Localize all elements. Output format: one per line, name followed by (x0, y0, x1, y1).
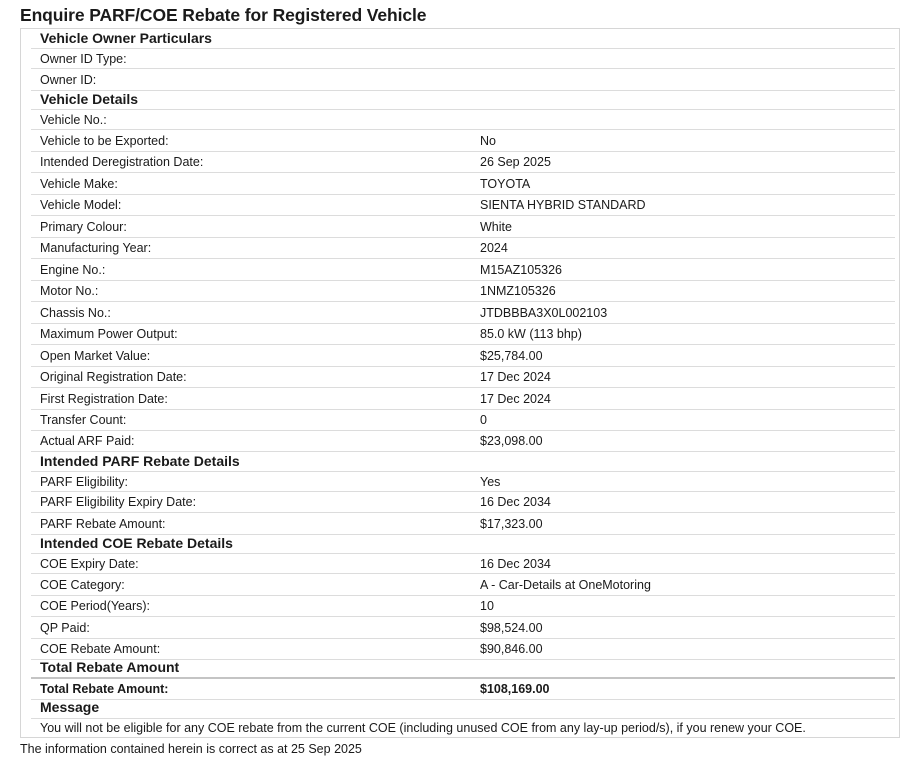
section-heading-vehicle: Vehicle Details (40, 91, 139, 107)
table-row (31, 618, 895, 639)
row-label: Vehicle Model: (40, 198, 122, 212)
table-row (31, 553, 895, 574)
row-label: Total Rebate Amount: (40, 682, 169, 696)
row-value: A - Car-Details at OneMotoring (480, 578, 651, 592)
row-value: $90,846.00 (480, 642, 543, 656)
row-value: JTDBBBA3X0L002103 (480, 306, 608, 320)
row-label: PARF Eligibility Expiry Date: (40, 495, 197, 509)
table-row (31, 195, 895, 216)
row-label: Actual ARF Paid: (40, 434, 135, 448)
row-label: COE Period(Years): (40, 599, 150, 613)
row-value: 10 (480, 599, 494, 613)
row-value: SIENTA HYBRID STANDARD (480, 198, 646, 212)
page-title: Enquire PARF/COE Rebate for Registered Vehicle (20, 5, 427, 25)
row-label: Chassis No.: (40, 306, 111, 320)
row-label: Transfer Count: (40, 413, 127, 427)
total-row (31, 679, 895, 700)
row-value: TOYOTA (480, 177, 531, 191)
row-label: First Registration Date: (40, 392, 168, 406)
section-heading-parf: Intended PARF Rebate Details (40, 453, 240, 469)
section-heading-coe: Intended COE Rebate Details (40, 535, 233, 551)
row-label: Vehicle No.: (40, 113, 107, 127)
table-row (31, 217, 895, 238)
message-divider (31, 718, 895, 719)
row-value: White (480, 220, 512, 234)
row-label: Maximum Power Output: (40, 327, 178, 341)
table-row (31, 260, 895, 281)
row-value: 0 (480, 413, 487, 427)
footer-note: The information contained herein is correct as at 25 Sep 2025 (20, 742, 362, 756)
row-value: $23,098.00 (480, 434, 543, 448)
table-row (31, 109, 895, 130)
row-label: Engine No.: (40, 263, 106, 277)
table-row (31, 346, 895, 367)
table-row (31, 389, 895, 410)
row-value: M15AZ105326 (480, 263, 563, 277)
row-label: Manufacturing Year: (40, 241, 152, 255)
row-label: QP Paid: (40, 621, 90, 635)
row-label: Intended Deregistration Date: (40, 155, 204, 169)
table-row (31, 48, 895, 69)
row-value: Yes (480, 475, 501, 489)
row-value: 1NMZ105326 (480, 284, 556, 298)
table-row (31, 281, 895, 302)
row-label: PARF Eligibility: (40, 475, 128, 489)
table-row (31, 575, 895, 596)
row-value: 2024 (480, 241, 508, 255)
section-heading-owner: Vehicle Owner Particulars (40, 30, 212, 46)
table-row (31, 639, 895, 660)
table-row (31, 431, 895, 452)
row-label: COE Rebate Amount: (40, 642, 161, 656)
table-row (31, 238, 895, 259)
row-label: Primary Colour: (40, 220, 127, 234)
row-label: COE Category: (40, 578, 125, 592)
row-value: $17,323.00 (480, 517, 543, 531)
table-row (31, 471, 895, 492)
row-label: COE Expiry Date: (40, 557, 139, 571)
table-row (31, 367, 895, 388)
row-value: $25,784.00 (480, 349, 543, 363)
row-label: Original Registration Date: (40, 370, 187, 384)
row-value: $108,169.00 (480, 682, 550, 696)
table-row (31, 492, 895, 513)
section-heading-message: Message (40, 699, 100, 715)
table-row (31, 596, 895, 617)
row-label: Vehicle to be Exported: (40, 134, 169, 148)
row-value: $98,524.00 (480, 621, 543, 635)
row-value: 17 Dec 2024 (480, 392, 551, 406)
row-value: 16 Dec 2034 (480, 495, 551, 509)
section-heading-total: Total Rebate Amount (40, 659, 180, 675)
row-value: 16 Dec 2034 (480, 557, 551, 571)
table-row (31, 174, 895, 195)
row-value: 17 Dec 2024 (480, 370, 551, 384)
table-row (31, 70, 895, 91)
row-value: 26 Sep 2025 (480, 155, 551, 169)
table-row (31, 324, 895, 345)
row-label: Motor No.: (40, 284, 99, 298)
row-label: Vehicle Make: (40, 177, 118, 191)
row-value: No (480, 134, 496, 148)
row-label: Owner ID Type: (40, 52, 127, 66)
row-label: Owner ID: (40, 73, 97, 87)
table-row (31, 514, 895, 535)
table-row (31, 410, 895, 431)
table-row (31, 152, 895, 173)
row-label: Open Market Value: (40, 349, 151, 363)
table-row (31, 131, 895, 152)
row-value: 85.0 kW (113 bhp) (480, 327, 582, 341)
table-row (31, 303, 895, 324)
row-label: PARF Rebate Amount: (40, 517, 166, 531)
message-text: You will not be eligible for any COE rebate from the current COE (including unused COE from any lay-up period/s), if you renew your COE. (40, 721, 806, 735)
